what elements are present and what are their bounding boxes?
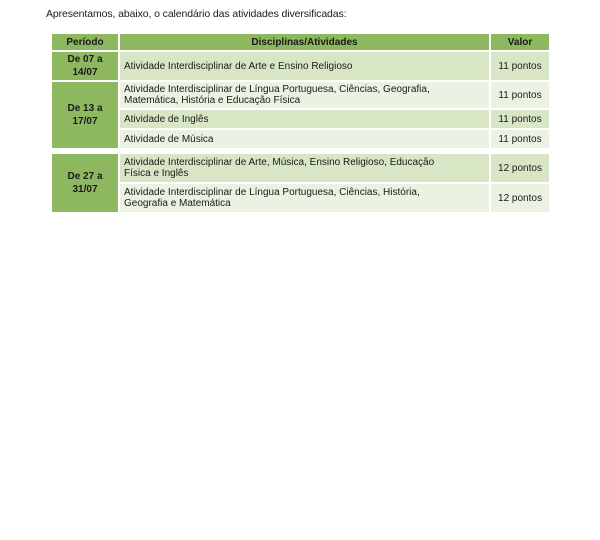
- value-cell: 11 pontos: [491, 130, 549, 150]
- activity-cell: Atividade Interdisciplinar de Arte e Ensino Religioso: [120, 52, 491, 82]
- value-cell: 11 pontos: [491, 110, 549, 130]
- activity-line: Física e Inglês: [124, 168, 189, 179]
- table-row: [52, 82, 549, 110]
- period-cell: [52, 154, 120, 214]
- activity-cell: Atividade de Inglês: [120, 110, 491, 130]
- table-row: [52, 110, 549, 130]
- table-header-row: [52, 34, 549, 52]
- value-cell: 11 pontos: [491, 52, 549, 82]
- period-start: De 07 a: [67, 54, 103, 65]
- header-period: Período: [52, 34, 120, 52]
- table-row: [52, 184, 549, 214]
- activity-line: Matemática, História e Educação Física: [124, 95, 301, 106]
- activity-line: Atividade Interdisciplinar de Língua Portuguesa, Ciências, História,: [124, 187, 420, 198]
- period-cell: [52, 52, 120, 82]
- value-cell: 11 pontos: [491, 82, 549, 110]
- activity-cell: [120, 82, 491, 110]
- activities-table: [52, 34, 549, 214]
- period-end: 14/07: [72, 67, 98, 78]
- table-row: [52, 52, 549, 82]
- intro-text: Apresentamos, abaixo, o calendário das atividades diversificadas:: [46, 8, 347, 20]
- value-cell: 12 pontos: [491, 184, 549, 214]
- activity-cell: Atividade de Música: [120, 130, 491, 150]
- activity-line: Atividade Interdisciplinar de Língua Portuguesa, Ciências, Geografia,: [124, 84, 430, 95]
- activity-line: Geografia e Matemática: [124, 198, 231, 209]
- activity-cell: [120, 154, 491, 184]
- period-end: 17/07: [72, 116, 98, 127]
- period-start: De 27 a: [67, 171, 103, 182]
- period-start: De 13 a: [67, 103, 103, 114]
- activity-cell: [120, 184, 491, 214]
- header-value: Valor: [491, 34, 549, 52]
- value-cell: 12 pontos: [491, 154, 549, 184]
- period-cell: [52, 82, 120, 150]
- table-row: [52, 154, 549, 184]
- activity-line: Atividade Interdisciplinar de Arte, Música, Ensino Religioso, Educação: [124, 157, 435, 168]
- table-row: [52, 130, 549, 150]
- period-end: 31/07: [72, 184, 98, 195]
- header-activities: Disciplinas/Atividades: [120, 34, 491, 52]
